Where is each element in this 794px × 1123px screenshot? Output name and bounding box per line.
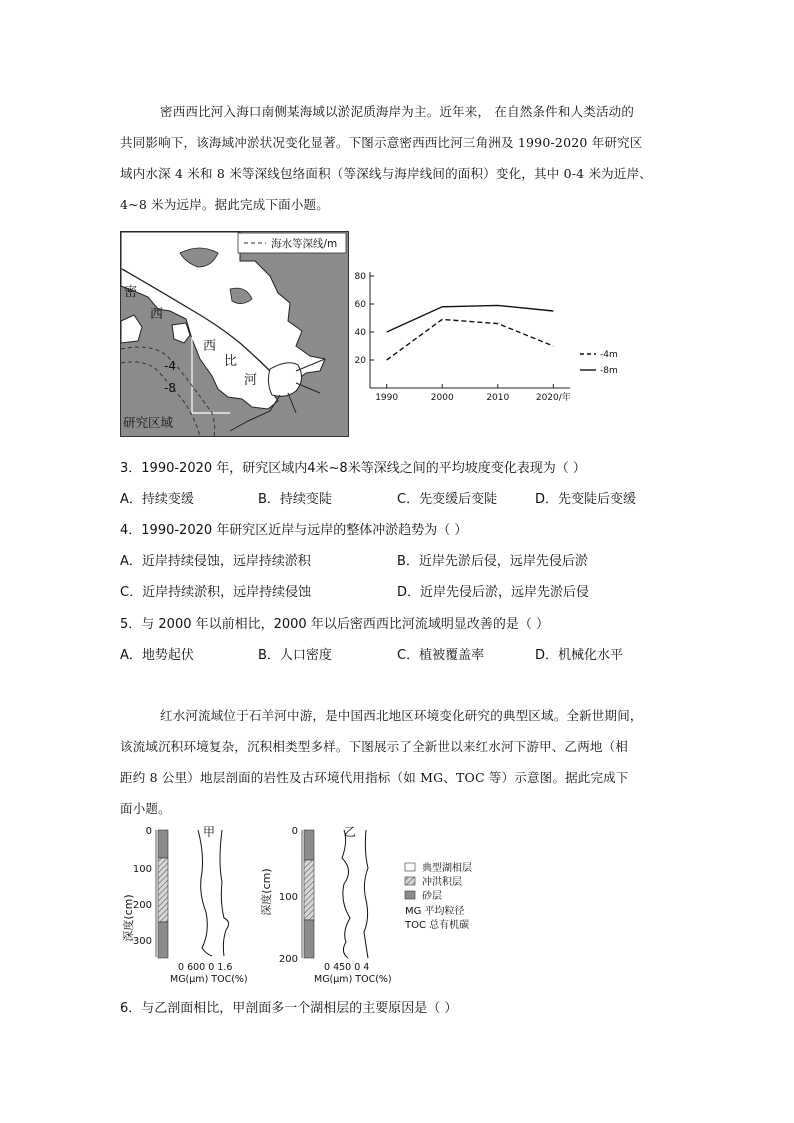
passage-1-line-4: 4~8 米为远岸。据此完成下面小题。 xyxy=(120,197,329,212)
profile-yi-axis-ticks: 0 450 0 4 xyxy=(324,962,370,973)
map-label-bi: 比 xyxy=(224,354,238,369)
legend-alluvial: 冲洪积层 xyxy=(422,877,462,888)
legend-swatch-alluvial xyxy=(405,877,415,885)
profile-yi-layer-sand xyxy=(304,830,314,860)
question-5-option-c[interactable]: C．植被覆盖率 xyxy=(397,648,485,663)
passage-2-line-3: 距约 8 公里）地层剖面的岩性及古环境代用指标（如 MG、TOC 等）示意图。据此完成下 xyxy=(120,770,629,785)
passage-2-line-1: 红水河流域位于石羊河中游，是中国西北地区环境变化研究的典型区域。全新世期间， xyxy=(160,708,643,723)
map-label-study-area: 研究区域 xyxy=(123,415,174,430)
profile-jia-depth-tick: 300 xyxy=(132,936,152,947)
map-label-xi: 西 xyxy=(203,339,217,354)
chart-y-tick-label: 60 xyxy=(354,300,366,310)
legend-swatch-sand xyxy=(405,891,415,899)
profile-jia-axis-ticks: 0 600 0 1.6 xyxy=(178,962,233,973)
profile-yi-axis-label: MG(μm) TOC(%) xyxy=(314,974,392,985)
profile-jia-depth-tick: 200 xyxy=(132,900,152,911)
delta-map xyxy=(120,231,349,437)
question-4-stem: 4．1990-2020 年研究区近岸与远岸的整体冲淤趋势为（ ） xyxy=(120,523,468,538)
profile-jia-axis-label: MG(μm) TOC(%) xyxy=(170,974,248,985)
profile-jia-layer-sand xyxy=(158,830,168,858)
chart-y-tick-label: 40 xyxy=(354,328,366,338)
profile-jia-layer-sand xyxy=(158,922,168,958)
chart-y-tick-label: 80 xyxy=(354,272,366,282)
passage-2 xyxy=(120,700,680,824)
profile-jia-toc-curve xyxy=(220,830,229,956)
question-5-stem: 5．与 2000 年以前相比，2000 年以后密西西比河流域明显改善的是（ ） xyxy=(120,617,549,632)
question-4-option-a[interactable]: A．近岸持续侵蚀，远岸持续淤积 xyxy=(120,554,311,569)
question-3-option-c[interactable]: C．先变缓后变陡 xyxy=(397,492,498,507)
chart-x-tick-label: 1990 xyxy=(375,393,399,403)
question-4-option-b[interactable]: B．近岸先淤后侵，远岸先侵后淤 xyxy=(397,554,588,569)
passage-1 xyxy=(120,96,680,220)
profile-jia-layer-alluvial xyxy=(158,858,168,922)
legend-mg: MG 平均粒径 xyxy=(405,906,465,917)
question-6-stem: 6．与乙剖面相比，甲剖面多一个湖相层的主要原因是（ ） xyxy=(120,1001,458,1016)
profile-yi-depth-tick: 0 xyxy=(291,826,298,837)
chart-legend-label: -8m xyxy=(600,366,618,376)
profile-jia-title: 甲 xyxy=(203,825,216,839)
profile-yi-mg-curve xyxy=(342,830,350,958)
map-label-mi: 密 xyxy=(124,285,138,300)
chart-y-tick-label: 20 xyxy=(354,356,366,366)
legend-toc: TOC 总有机碳 xyxy=(405,920,470,931)
profile-yi-layer-alluvial xyxy=(304,860,314,920)
map-label-xi: 西 xyxy=(150,307,164,322)
question-5-option-b[interactable]: B．人口密度 xyxy=(258,648,332,663)
profile-jia-depth-tick: 0 xyxy=(145,826,152,837)
passage-1-line-3: 域内水深 4 米和 8 米等深线包络面积（等深线与海岸线间的面积）变化，其中 0-4 米为近岸、 xyxy=(120,166,652,181)
question-4-option-c[interactable]: C．近岸持续淤积，远岸持续侵蚀 xyxy=(120,585,312,600)
profile-jia-depth-label: 深度(cm) xyxy=(122,894,135,942)
passage-2-line-2: 该流域沉积环境复杂，沉积相类型多样。下图展示了全新世以来红水河下游甲、乙两地（相 xyxy=(120,739,629,754)
chart-series-line xyxy=(387,305,554,332)
passage-1-line-1: 密西西比河入海口南侧某海域以淤泥质海岸为主。近年来， 在自然条件和人类活动的 xyxy=(160,104,635,119)
chart-x-tick-label: 2020/年 xyxy=(535,393,571,403)
chart-x-tick-label: 2010 xyxy=(486,393,510,403)
profile-yi-depth-label: 深度(cm) xyxy=(260,868,273,916)
map-label-depth-8: -8 xyxy=(164,381,176,395)
profile-jia-depth-tick: 100 xyxy=(132,864,152,875)
map-label-depth-4: -4 xyxy=(164,359,176,373)
profile-yi-depth-tick: 200 xyxy=(278,954,298,965)
profile-yi-title: 乙 xyxy=(344,825,357,839)
profile-jia-mg-curve xyxy=(198,830,212,956)
map-label-he: 河 xyxy=(244,373,258,388)
question-5-option-a[interactable]: A．地势起伏 xyxy=(120,648,194,663)
legend-swatch-lake xyxy=(405,863,415,871)
legend-sand: 砂层 xyxy=(422,891,442,902)
map-legend-text: 海水等深线/m xyxy=(271,238,338,250)
stratigraphic-profiles xyxy=(118,822,498,990)
profile-yi-depth-tick: 100 xyxy=(278,892,298,903)
profile-yi-toc-curve xyxy=(364,830,368,958)
passage-1-line-2: 共同影响下，该海域冲淤状况变化显著。下图示意密西西比河三角洲及 1990-2020 年研究区 xyxy=(120,135,643,150)
question-4-option-d[interactable]: D．近岸先侵后淤，远岸先淤后侵 xyxy=(397,585,590,600)
chart-legend-label: -4m xyxy=(600,350,618,360)
legend-lake: 典型湖相层 xyxy=(422,863,472,874)
question-3-option-d[interactable]: D．先变陡后变缓 xyxy=(535,492,637,507)
question-3-option-b[interactable]: B．持续变陡 xyxy=(258,492,332,507)
passage-2-line-4: 面小题。 xyxy=(120,801,171,816)
chart-series-line xyxy=(387,319,554,360)
area-change-chart xyxy=(350,262,620,412)
question-3-stem: 3．1990-2020 年，研究区域内4米~8米等深线之间的平均坡度变化表现为（ ） xyxy=(120,461,586,476)
question-5-option-d[interactable]: D．机械化水平 xyxy=(535,648,624,663)
profile-yi-layer-sand xyxy=(304,920,314,958)
question-3-option-a[interactable]: A．持续变缓 xyxy=(120,492,194,507)
chart-x-tick-label: 2000 xyxy=(430,393,454,403)
